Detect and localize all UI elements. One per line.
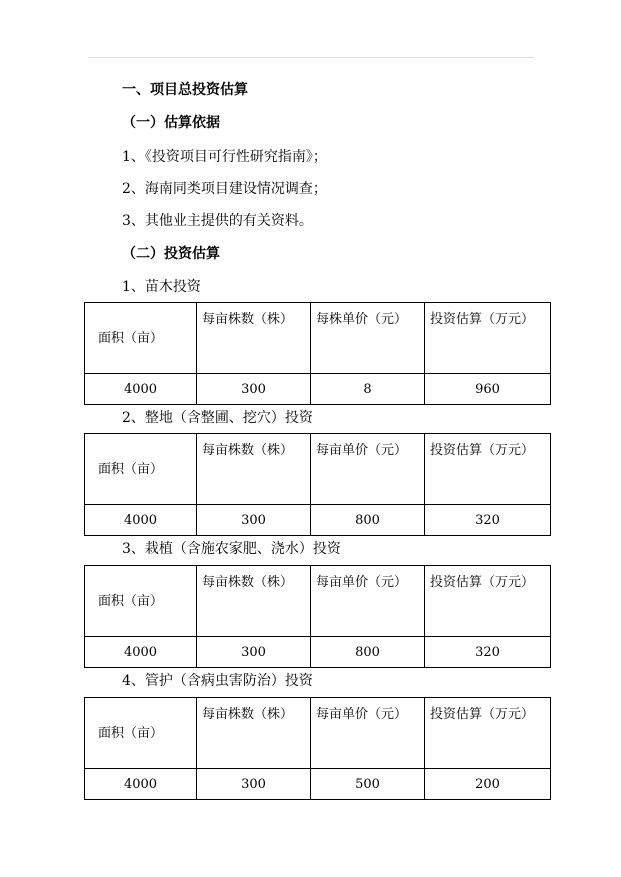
header-cell: 每亩株数（株） bbox=[197, 698, 311, 769]
subsection-title-estimate: （二）投资估算 bbox=[122, 246, 220, 262]
table-cell: 4000 bbox=[85, 505, 197, 536]
table-header-row bbox=[85, 698, 551, 769]
section-title: 一、项目总投资估算 bbox=[122, 82, 248, 98]
header-cell: 每亩单价（元） bbox=[311, 434, 425, 505]
table-cell: 8 bbox=[311, 374, 425, 405]
table-cell: 320 bbox=[425, 505, 551, 536]
header-cell: 投资估算（万元） bbox=[425, 698, 551, 769]
investment-table bbox=[84, 697, 551, 800]
table-cell: 800 bbox=[311, 637, 425, 668]
table-caption: 2、整地（含整圃、挖穴）投资 bbox=[122, 410, 313, 426]
table-cell: 4000 bbox=[85, 637, 197, 668]
header-cell: 每亩株数（株） bbox=[197, 434, 311, 505]
header-cell: 每亩单价（元） bbox=[311, 566, 425, 637]
header-cell: 每亩株数（株） bbox=[197, 566, 311, 637]
table-cell: 300 bbox=[197, 505, 311, 536]
table-row bbox=[85, 769, 551, 800]
header-cell: 每株单价（元） bbox=[311, 303, 425, 374]
table-cell: 300 bbox=[197, 374, 311, 405]
table-row bbox=[85, 374, 551, 405]
header-rule bbox=[88, 57, 534, 58]
subsection-title-basis: （一）估算依据 bbox=[122, 115, 220, 131]
header-cell: 面积（亩） bbox=[85, 566, 197, 637]
basis-item: 1、《投资项目可行性研究指南》； bbox=[122, 149, 327, 165]
header-cell: 每亩单价（元） bbox=[311, 698, 425, 769]
table-cell: 800 bbox=[311, 505, 425, 536]
header-cell: 面积（亩） bbox=[85, 698, 197, 769]
table-caption: 3、栽植（含施农家肥、浇水）投资 bbox=[122, 541, 341, 557]
table-row bbox=[85, 505, 551, 536]
investment-table bbox=[84, 302, 551, 405]
table-cell: 300 bbox=[197, 637, 311, 668]
header-cell: 投资估算（万元） bbox=[425, 434, 551, 505]
table-caption: 4、管护（含病虫害防治）投资 bbox=[122, 673, 313, 689]
investment-table bbox=[84, 433, 551, 536]
table-cell: 4000 bbox=[85, 374, 197, 405]
table-cell: 500 bbox=[311, 769, 425, 800]
table-header-row bbox=[85, 434, 551, 505]
header-cell: 投资估算（万元） bbox=[425, 303, 551, 374]
table-cell: 960 bbox=[425, 374, 551, 405]
table-header-row bbox=[85, 303, 551, 374]
table-header-row bbox=[85, 566, 551, 637]
header-cell: 每亩株数（株） bbox=[197, 303, 311, 374]
table-cell: 320 bbox=[425, 637, 551, 668]
table-cell: 300 bbox=[197, 769, 311, 800]
table-caption: 1、苗木投资 bbox=[122, 279, 201, 295]
basis-item: 2、海南同类项目建设情况调查； bbox=[122, 181, 327, 197]
table-row bbox=[85, 637, 551, 668]
basis-item: 3、其他业主提供的有关资料。 bbox=[122, 213, 313, 229]
header-cell: 面积（亩） bbox=[85, 434, 197, 505]
header-cell: 面积（亩） bbox=[85, 303, 197, 374]
header-cell: 投资估算（万元） bbox=[425, 566, 551, 637]
table-cell: 200 bbox=[425, 769, 551, 800]
table-cell: 4000 bbox=[85, 769, 197, 800]
investment-table bbox=[84, 565, 551, 668]
